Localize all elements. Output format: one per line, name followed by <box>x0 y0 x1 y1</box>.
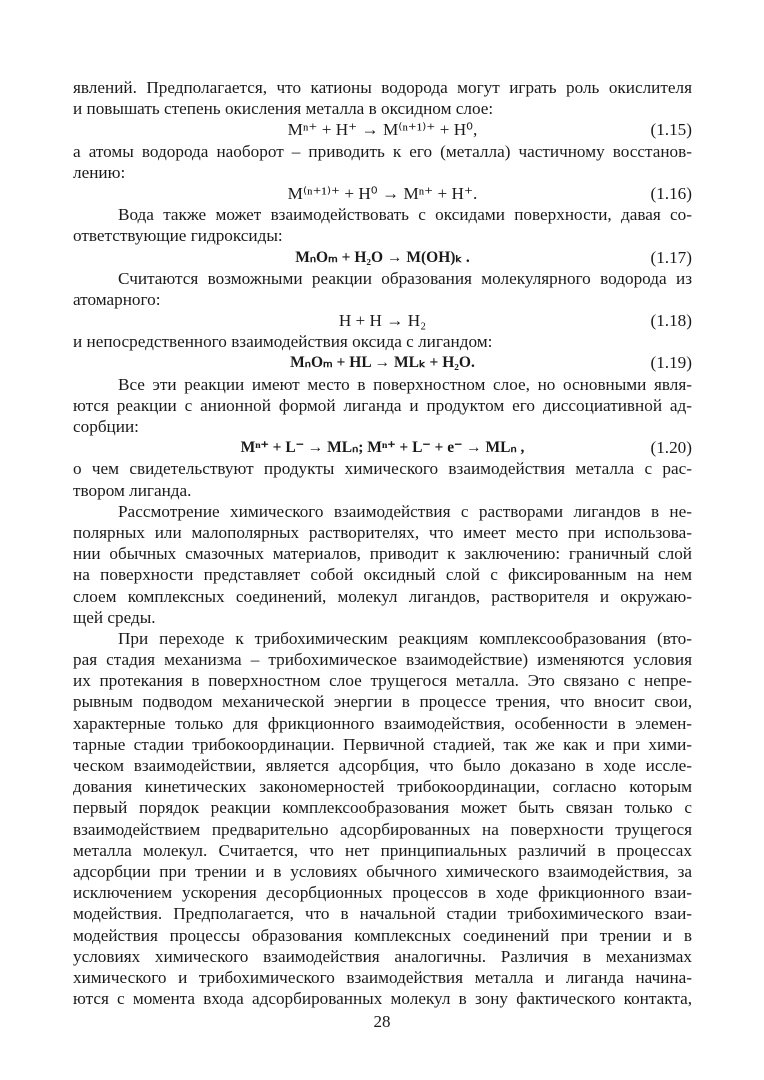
equation-formula: H + H → H₂ <box>338 311 427 331</box>
text-line: модействия. Предполагается, что в начальной стадии трибохимического взаи- <box>73 904 692 924</box>
text-line: полярных или малополярных растворителях, что имеет место при использова- <box>73 522 692 542</box>
text-line: явлений. Предполагается, что катионы водорода могут играть роль окислителя <box>73 78 692 97</box>
equation-number: (1.15) <box>650 120 692 140</box>
equation <box>73 247 692 268</box>
equation-number: (1.20) <box>650 438 692 458</box>
text-line: твором лиганда. <box>73 480 192 500</box>
text-line: нии обычных смазочных материалов, приводит к заключению: граничный слой <box>73 544 692 564</box>
equation-formula: Mⁿ⁺ + H⁺ → M⁽ⁿ⁺¹⁾⁺ + H⁰, <box>287 120 478 140</box>
equation-number: (1.17) <box>650 247 692 267</box>
text-line: о чем свидетельствуют продукты химического взаимодействия металла с рас- <box>73 459 692 479</box>
text-line: ческом взаимодействии, является адсорбция, что было доказано в ходе иссле- <box>73 756 692 775</box>
equation <box>73 437 692 458</box>
text-line: металла молекул. Считается, что нет принципиальных различий в процессах <box>73 840 692 860</box>
equation <box>73 352 692 373</box>
text-line: модействия процессы образования комплексных соединений при трении и в <box>73 925 692 945</box>
equation-formula: MₙOₘ + H₂O → M(OH)ₖ . <box>295 248 470 266</box>
text-line: Считаются возможными реакции образования молекулярного водорода из <box>118 268 692 288</box>
text-line: ответствующие гидроксиды: <box>73 226 283 246</box>
text-line: первый порядок реакции комплексообразования может быть связан только с <box>73 798 692 818</box>
text-line: ются с момента входа адсорбированных молекул в зону фактического контакта, <box>73 989 692 1009</box>
text-line: на поверхности представляет собой оксидный слой с фиксированным на нем <box>73 565 692 585</box>
equation-formula: M⁽ⁿ⁺¹⁾⁺ + H⁰ → Mⁿ⁺ + H⁺. <box>287 183 478 203</box>
equation <box>73 310 692 331</box>
equation <box>73 119 692 140</box>
document-body <box>73 77 692 1009</box>
equation-number: (1.19) <box>650 353 692 373</box>
text-line: тарные стадии трибокоординации. Первичной стадией, так же как и при хими- <box>73 734 692 754</box>
text-line: химического и трибохимического взаимодействия металла и лиганда начина- <box>73 967 692 987</box>
text-line: а атомы водорода наоборот – приводить к его (металла) частичному восстанов- <box>73 141 692 161</box>
text-line: Все эти реакции имеют место в поверхностном слое, но основными явля- <box>118 374 692 394</box>
text-line: рая стадия механизма – трибохимическое взаимодействие) изменяются условия <box>73 650 692 670</box>
text-line: взаимодействием предварительно адсорбированных на поверхности трущегося <box>73 819 692 839</box>
equation-number: (1.18) <box>650 311 692 331</box>
text-line: лению: <box>73 162 126 182</box>
text-line: и повышать степень окисления металла в оксидном слое: <box>73 99 494 119</box>
page-number: 28 <box>373 1012 391 1031</box>
text-line: адсорбции при трении и в условиях обычного химического взаимодействия, за <box>73 861 692 881</box>
text-line: При переходе к трибохимическим реакциям комплексообразования (вто- <box>118 628 692 648</box>
text-line: щей среды. <box>73 607 156 627</box>
equation-formula: MₙOₘ + HL → MLₖ + H₂O. <box>290 354 475 372</box>
text-line: атомарного: <box>73 289 161 309</box>
equation-formula: Mⁿ⁺ + L⁻ → MLₙ; Mⁿ⁺ + L⁻ + e⁻ → MLₙ , <box>240 439 525 457</box>
text-line: рывным подводом механической энергии в процессе трения, что вносит свои, <box>73 692 692 712</box>
text-line: характерные только для фрикционного взаимодействия, особенности в элемен- <box>73 713 692 733</box>
text-line: и непосредственного взаимодействия оксида с лигандом: <box>73 332 493 352</box>
text-line: дования кинетических закономерностей трибокоординации, согласно которым <box>73 777 692 797</box>
text-line: сорбции: <box>73 417 139 436</box>
text-line: слоем комплексных соединений, молекул лигандов, растворителя и окружаю- <box>73 586 692 606</box>
equation <box>73 183 692 204</box>
text-line: Вода также может взаимодействовать с оксидами поверхности, давая со- <box>118 205 692 225</box>
equation-number: (1.16) <box>650 183 692 203</box>
text-line: исключением ускорения десорбционных процессов в ходе фрикционного взаи- <box>73 883 692 903</box>
text-line: Рассмотрение химического взаимодействия с растворами лигандов в не- <box>118 501 692 521</box>
text-line: ются реакции с анионной формой лиганда и продуктом его диссоциативной ад- <box>73 395 692 415</box>
text-line: условиях химического взаимодействия аналогичны. Различия в механизмах <box>73 946 692 966</box>
text-line: их протекания в поверхностном слое трущегося металла. Это связано с непре- <box>73 671 692 691</box>
